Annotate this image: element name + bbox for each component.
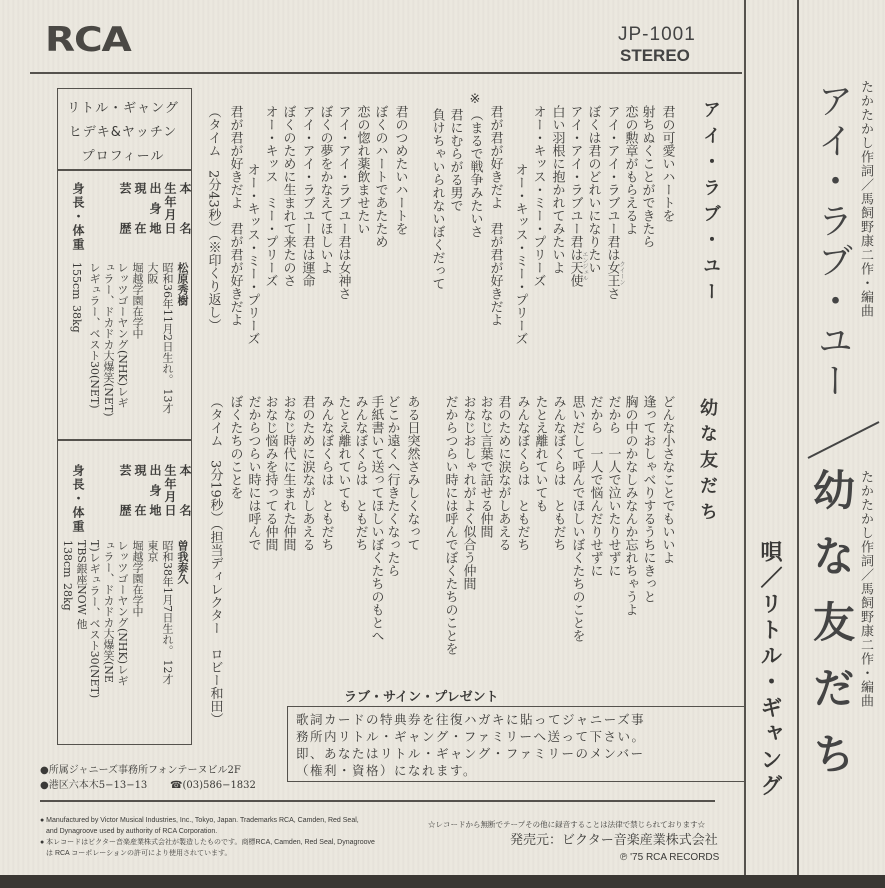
- lyric-line: 射ちぬくことができたら: [639, 105, 655, 248]
- lyric-line: ぼくたちのことを: [227, 395, 243, 499]
- present-title: ラブ・サイン・プレゼント: [340, 690, 503, 705]
- member-career: レッツゴーヤング(NHK)レギ: [116, 540, 129, 687]
- lyric-line: アイ・アイ・ラブユー君は運命: [299, 105, 315, 287]
- agency-address: ●港区六本木5−13−13: [40, 780, 148, 791]
- format-label: STEREO: [620, 46, 690, 65]
- lyric-line: おなじ言葉で話せる仲間: [477, 395, 493, 538]
- lyric-line: 手紙書いて送ってほしいぼくたちのもとへ: [368, 395, 384, 642]
- lyric-line: おなじおしゃれがよく似合う仲間: [460, 395, 476, 590]
- lyric-line: みんなぼくらは ともだち: [550, 395, 566, 551]
- member-height: 138cm: [61, 540, 74, 578]
- label-body: 身長・体重: [71, 464, 85, 532]
- lyric-line: 思いだして呼んでほしいぼくたちのことを: [569, 395, 585, 642]
- side-title-song1: アイ・ラブ・ユー: [812, 82, 853, 402]
- lyric-line: アイ・アイ・ラブユー君は女神さ: [335, 105, 351, 300]
- agency-phone: ☎(03)586−1832: [170, 780, 256, 791]
- lyric-line: 胸の中のかなしみなんか忘れちゃうよ: [622, 395, 638, 616]
- lyric-line: アイ・アイ・ラブユー君は女王さ: [604, 105, 620, 300]
- lyric-line: どこか遠くへ行きたくなったら: [384, 395, 400, 577]
- song2-title: 幼な友だち: [697, 398, 718, 528]
- lyric-line: 君の可愛いハートを: [659, 105, 675, 222]
- profile-divider: [58, 169, 191, 171]
- member-birth: 昭和38年1月7日生れ。 12才: [161, 540, 174, 685]
- lyric-line: たとえ離れていても: [532, 395, 548, 512]
- agency-office: ●所属ジャニーズ事務所フォンテーヌビル2F: [40, 765, 241, 776]
- label-body: 身長・体重: [71, 182, 85, 250]
- lyric-line: 白い羽根に抱かれてみたいよ: [549, 105, 565, 274]
- lyric-line: 逢っておしゃべりするうちにきっと: [640, 395, 656, 603]
- lyric-line: ぼくのために生まれて来たのさ: [280, 105, 296, 287]
- member-career: レッツゴーヤング(NHK)レギ: [116, 262, 129, 409]
- catalog-number: JP-1001: [618, 24, 696, 45]
- side-title-song2: 幼な友だち: [807, 468, 856, 798]
- label-current: 現在: [133, 464, 147, 516]
- lyric-line: みんなぼくらは ともだち: [514, 395, 530, 551]
- lyric-line: たとえ離れていても: [335, 395, 351, 512]
- copyright: ℗ '75 RCA RECORDS: [620, 852, 720, 863]
- lyric-line: おなじ悩みを持ってる仲間: [262, 395, 278, 551]
- song1-title: アイ・ラブ・ユー: [700, 100, 721, 308]
- lyric-line: オー・キッス ミー・プリーズ: [262, 105, 278, 287]
- label-career: 芸歴: [118, 464, 132, 516]
- profile-divider: [58, 439, 191, 441]
- lyric-line: 君が君が好きだよ 君が君が好きだよ: [487, 105, 503, 326]
- member-weight: 28kg: [61, 583, 74, 611]
- lyric-line: おなじ時代に生まれた仲間: [280, 395, 296, 551]
- lyric-line: オー・キッス・ミー・プリーズ: [530, 105, 546, 287]
- member-career: ュラー、ドカドカ大爆笑(NET): [102, 262, 115, 417]
- label-hometown: 出身地: [148, 182, 162, 234]
- title-slash: [806, 420, 881, 460]
- ruby-angel: エンジェル: [581, 251, 588, 281]
- lyric-line: （タイム 2分43秒）（※印くり返し）: [205, 105, 221, 332]
- lyric-line: （まるで戦争みたいさ: [467, 108, 483, 238]
- lyric-line: どんな小さなことでもいいよ: [659, 395, 675, 564]
- member-birth: 昭和36年11月2日生れ。 13才: [161, 262, 174, 414]
- lyric-line: 君が君が好きだよ 君が君が好きだよ: [227, 105, 243, 326]
- lyric-line: だからつらい時には呼んでぼくたちのことを: [442, 395, 458, 655]
- present-box: [287, 706, 745, 782]
- member-current: 堀越学園在学中: [131, 540, 144, 617]
- lyric-line: ぼくの夢をかなえてほしいよ: [317, 105, 333, 274]
- label-hometown: 出身地: [148, 464, 162, 516]
- lyric-line: （タイム 3分19秒）（担当ディレクター ロビー和田）: [207, 395, 223, 726]
- member-current: 堀越学園在学中: [131, 262, 144, 339]
- lyric-line: オー・キッス・ミー・プリーズ: [512, 163, 528, 345]
- member-name: 松原秀樹: [176, 262, 189, 306]
- lyric-line: 恋の惚れ薬飲ませたい: [354, 105, 370, 235]
- header-divider: [30, 72, 742, 74]
- en-notice: and Dynagroove used by authority of RCA Corporation.: [46, 828, 218, 835]
- lyric-line: だからつらい時には呼んで: [245, 395, 261, 551]
- member-career: TBS銀座NOW 他: [75, 540, 88, 630]
- member-hometown: 大阪: [146, 262, 159, 284]
- lyric-line: 君のために涙ながしあえる: [495, 395, 511, 551]
- ruby-queen: クイーン: [618, 261, 625, 285]
- lyric-line: ぼくのハートであたため: [372, 105, 388, 248]
- artist-credit: 唄／リトル・ギャング: [757, 540, 782, 800]
- label-name: 本名: [178, 464, 192, 516]
- lyric-line: だから 一人で泣いたりせずに: [605, 395, 621, 577]
- lyric-line: 君にむらがる男で: [447, 108, 463, 212]
- lyric-line: 負けちゃいられないぼくだって: [429, 108, 445, 290]
- present-line: （権利・資格）になれます。: [296, 763, 478, 778]
- profile-title-2: ヒデキ&ヤッチン: [68, 125, 178, 140]
- profile-title-3: プロフィール: [81, 149, 165, 164]
- jp-notice: は RCA コーポレーションの許可により使用されています。: [46, 850, 232, 857]
- label-name: 本名: [178, 182, 192, 234]
- profile-title-1: リトル・ギャング: [67, 101, 179, 116]
- member-career: レギュラー、ベスト30(NET): [88, 262, 101, 409]
- distributor: 発売元：ビクター音楽産業株式会社: [510, 833, 718, 848]
- song2-credit: たかたかし作詞／馬飼野康二作・編曲: [858, 470, 873, 708]
- present-line: 即、あなたはリトル・ギャング・ファミリーのメンバー: [296, 746, 645, 761]
- jp-notice: ● 本レコードはビクター音楽産業株式会社が製造したものです。商標RCA, Camden, Red Seal, Dynagroove: [40, 839, 375, 846]
- present-line: 務所内リトル・ギャング・ファミリーへ送って下さい。: [296, 729, 646, 744]
- lyric-line: ぼくは君のどれいになりたい: [585, 105, 601, 274]
- lyric-line: みんなぼくらは ともだち: [352, 395, 368, 551]
- copy-warning: ☆レコードから無断でテープその他に録音することは法律で禁じられております☆: [428, 820, 706, 829]
- member-hometown: 東京: [146, 540, 159, 562]
- strip-divider-right: [797, 0, 799, 875]
- lyric-line: みんなぼくらは ともだち: [318, 395, 334, 551]
- label-birth: 生年月日: [163, 464, 177, 516]
- present-line: 歌詞カードの特典券を往復ハガキに貼ってジャニーズ事: [296, 712, 646, 727]
- member-weight: 38kg: [70, 305, 83, 333]
- label-current: 現在: [133, 182, 147, 234]
- member-name: 曽我泰久: [176, 540, 189, 584]
- lyric-line: オー・キッス・ミー・プリーズ: [244, 163, 260, 345]
- sleeve-edge: [0, 875, 885, 888]
- lyric-line: 恋の勲章がもらえるよ: [622, 105, 638, 235]
- footer-divider: [40, 800, 715, 802]
- label-birth: 生年月日: [163, 182, 177, 234]
- lyric-line: ある日突然さみしくなって: [404, 395, 420, 551]
- lyric-line: アイ・アイ・ラブユー君は天使: [567, 105, 583, 287]
- lyric-line: 君のつめたいハートを: [392, 105, 408, 235]
- label-career: 芸歴: [118, 182, 132, 234]
- rca-logo: RCA: [45, 20, 131, 60]
- lyric-line: だから 一人で悩んだりせずに: [587, 395, 603, 577]
- lyric-line: ※: [467, 92, 483, 107]
- member-career: ュラー、ドカドカ大爆笑(NE: [102, 540, 115, 683]
- member-career: T)レギュラー、ベスト30(NET): [88, 540, 101, 699]
- member-height: 155cm: [70, 262, 83, 300]
- song1-credit: たかたかし作詞／馬飼野康二作・編曲: [858, 80, 873, 318]
- en-notice: ● Manufactured by Victor Musical Industries, Inc., Tokyo, Japan. Trademarks RCA, Camden, Red Seal,: [40, 817, 359, 824]
- lyric-line: 君のために涙ながしあえる: [299, 395, 315, 551]
